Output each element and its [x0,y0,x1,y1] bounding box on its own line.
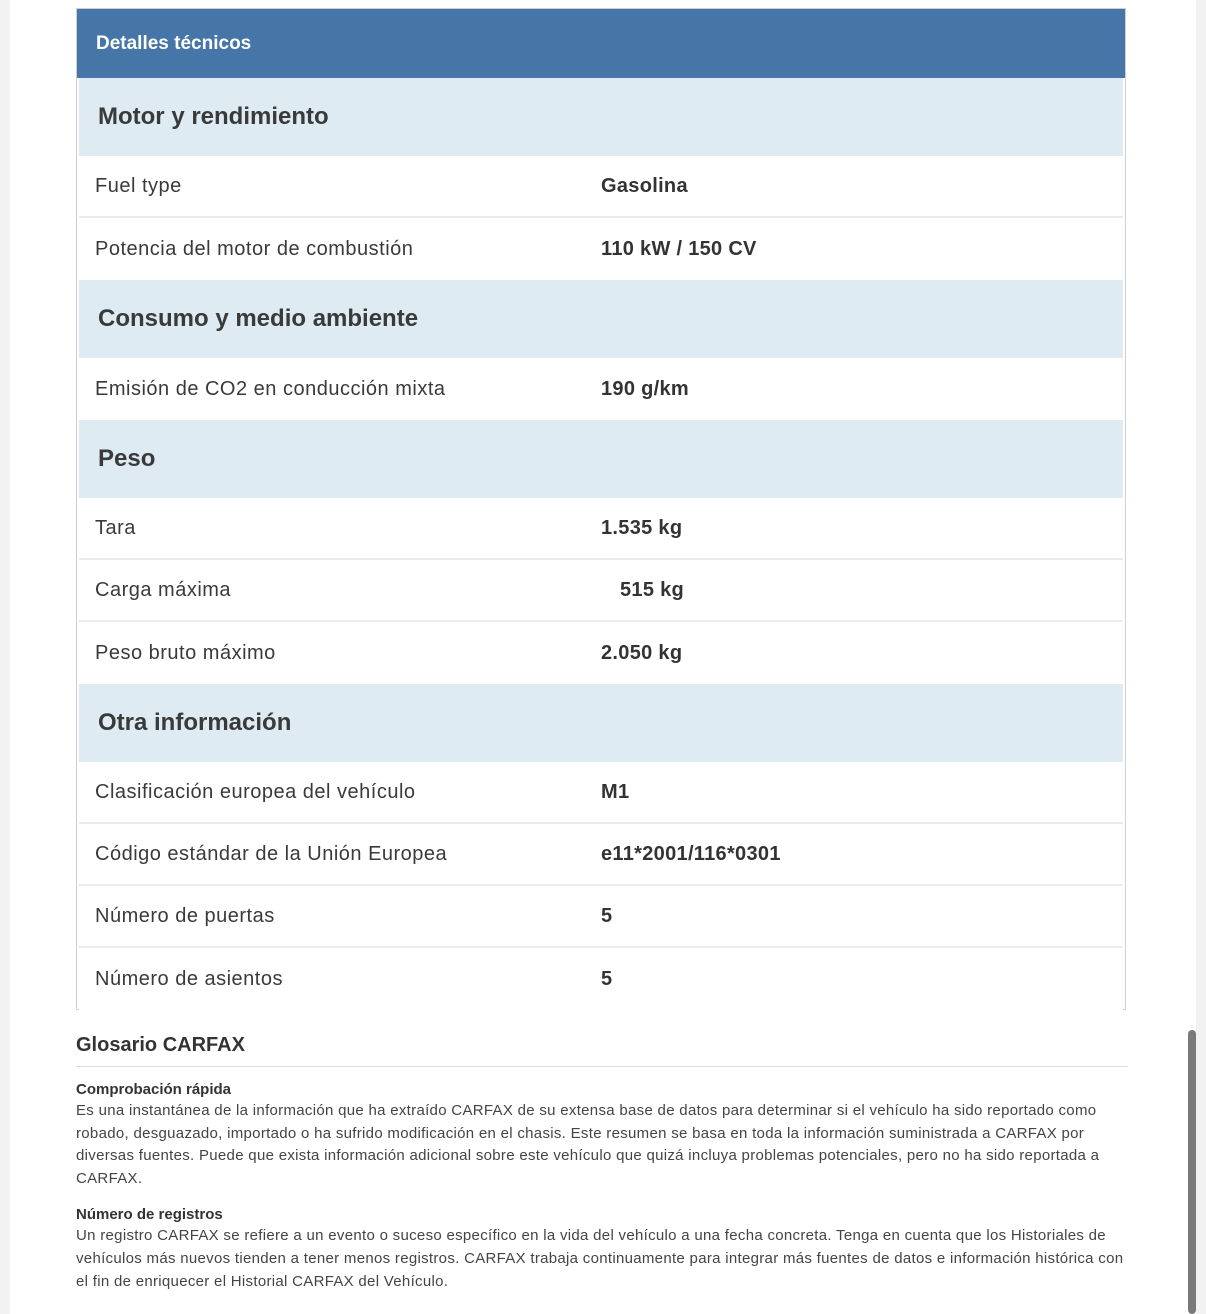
spec-row-doors [79,886,1123,948]
glossary-entry-record-count [76,1206,1128,1293]
spec-label: Fuel type [95,174,182,197]
section-title: Peso [98,445,156,472]
glossary-title: Glosario CARFAX [76,1034,1128,1067]
spec-value: 5 [601,967,613,990]
spec-row-engine-power [79,218,1123,280]
page-edge-right [1196,0,1206,1314]
spec-value: 110 kW / 150 CV [601,237,757,260]
scrollbar[interactable] [1188,1030,1196,1314]
spec-value: 5 [601,904,613,927]
glossary-entry-quick-check [76,1081,1128,1190]
spec-row-tare [79,498,1123,560]
glossary-term: Número de registros [76,1206,223,1224]
spec-row-max-load [79,560,1123,622]
spec-label: Tara [95,516,136,539]
glossary-definition: Es una instantánea de la información que ha extraído CARFAX de su extensa base de datos para determinar si el vehículo ha sido reportado como robado, desguazado, importado o ha sufrido modificación en el chasis. Este resumen se basa en toda la información suministrada a CARFAX por diversas fuentes. Puede que exista información adicional sobre este vehículo que quizá incluya problemas potenciales, pero no ha sido reportada a CARFAX. [76,1102,1100,1187]
section-header-engine [79,78,1123,156]
spec-value: 2.050 kg [601,641,683,664]
spec-row-eu-classification [79,762,1123,824]
spec-value: Gasolina [601,174,688,197]
spec-row-seats [79,948,1123,1010]
spec-value: 515 kg [620,578,685,601]
glossary-definition: Un registro CARFAX se refiere a un evento o suceso específico en la vida del vehículo a una fecha concreta. Tenga en cuenta que los Historiales de vehículos más nuevos tienden a tener menos registros. CARFAX trabaja continuamente para integrar más fuentes de datos e información histórica con el fin de enriquecer el Historial CARFAX del Vehículo. [76,1227,1124,1290]
page-edge-left [0,0,10,1314]
spec-label: Peso bruto máximo [95,641,276,664]
spec-row-fuel-type [79,156,1123,218]
spec-label: Número de asientos [95,967,283,990]
spec-label: Código estándar de la Unión Europea [95,842,448,865]
spec-label: Carga máxima [95,578,232,601]
section-header-weight [79,420,1123,498]
spec-value: e11*2001/116*0301 [601,842,781,865]
spec-label: Clasificación europea del vehículo [95,780,416,803]
section-header-consumption [79,280,1123,358]
spec-row-eu-code [79,824,1123,886]
technical-details-panel [76,8,1126,1010]
section-title: Consumo y medio ambiente [98,305,419,332]
panel-header [77,9,1125,78]
section-title: Otra información [98,709,292,736]
panel-title: Detalles técnicos [96,32,252,54]
section-header-other-info [79,684,1123,762]
spec-label: Emisión de CO2 en conducción mixta [95,377,446,400]
glossary [76,1034,1128,1309]
spec-row-co2-emission [79,358,1123,420]
spec-value: 1.535 kg [601,516,683,539]
section-title: Motor y rendimiento [98,103,329,130]
spec-label: Número de puertas [95,904,275,927]
glossary-term: Comprobación rápida [76,1081,232,1098]
spec-row-gross-weight [79,622,1123,684]
spec-value: M1 [601,780,630,803]
spec-value: 190 g/km [601,377,690,400]
spec-label: Potencia del motor de combustión [95,237,414,260]
